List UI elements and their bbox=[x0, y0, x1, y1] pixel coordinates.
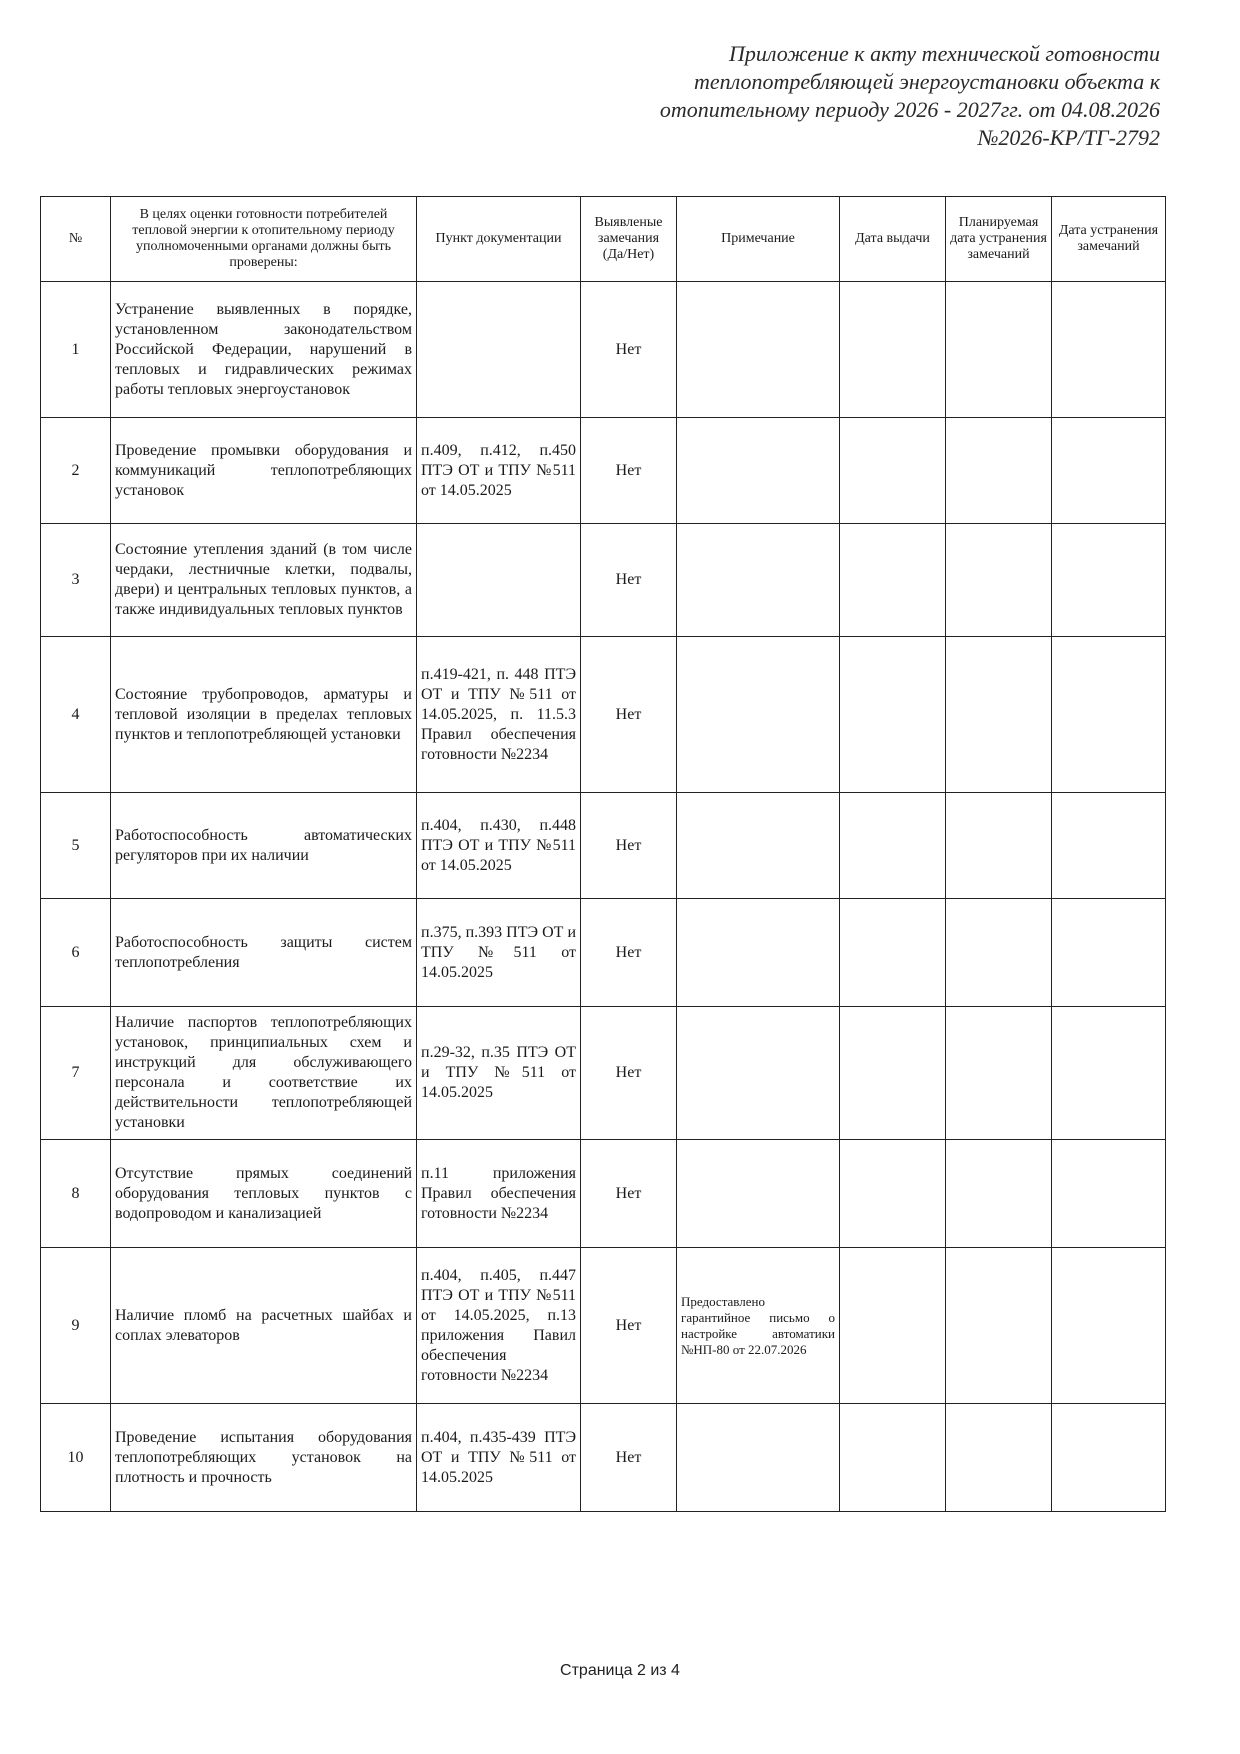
page-number: Страница 2 из 4 bbox=[560, 1662, 680, 1679]
row-requirement: Работоспособность защиты систем теплопотребления bbox=[111, 899, 417, 1007]
table-header-row bbox=[41, 197, 1166, 282]
row-requirement: Состояние трубопроводов, арматуры и тепловой изоляции в пределах тепловых пунктов и теплопотребляющей установки bbox=[111, 637, 417, 793]
table-row bbox=[41, 899, 1166, 1007]
row-number: 10 bbox=[41, 1404, 111, 1512]
row-remarks: Нет bbox=[581, 282, 677, 418]
row-remarks: Нет bbox=[581, 1248, 677, 1404]
row-remarks: Нет bbox=[581, 1007, 677, 1140]
row-planned-date bbox=[946, 899, 1052, 1007]
row-planned-date bbox=[946, 637, 1052, 793]
row-fixed-date bbox=[1052, 1248, 1166, 1404]
row-requirement: Состояние утепления зданий (в том числе чердаки, лестничные клетки, подвалы, двери) и центральных тепловых пунктов, а также индивидуальных тепловых пунктов bbox=[111, 524, 417, 637]
row-planned-date bbox=[946, 282, 1052, 418]
row-doc: п.29-32, п.35 ПТЭ ОТ и ТПУ №511 от 14.05.2025 bbox=[417, 1007, 581, 1140]
row-fixed-date bbox=[1052, 1007, 1166, 1140]
row-fixed-date bbox=[1052, 1140, 1166, 1248]
row-planned-date bbox=[946, 1140, 1052, 1248]
row-planned-date bbox=[946, 1248, 1052, 1404]
row-doc: п.404, п.435-439 ПТЭ ОТ и ТПУ №511 от 14.05.2025 bbox=[417, 1404, 581, 1512]
readiness-checklist-table bbox=[40, 196, 1166, 1512]
column-header-issue-date: Дата выдачи bbox=[840, 197, 946, 282]
row-planned-date bbox=[946, 1007, 1052, 1140]
row-issue-date bbox=[840, 899, 946, 1007]
row-issue-date bbox=[840, 418, 946, 524]
row-note bbox=[677, 1007, 840, 1140]
column-header-fixed-date: Дата устранения замечаний bbox=[1052, 197, 1166, 282]
row-fixed-date bbox=[1052, 282, 1166, 418]
row-note bbox=[677, 637, 840, 793]
column-header-requirement: В целях оценки готовности потребителей тепловой энергии к отопительному периоду уполномоченными органами должны быть проверены: bbox=[111, 197, 417, 282]
row-requirement: Отсутствие прямых соединений оборудования тепловых пунктов с водопроводом и канализацией bbox=[111, 1140, 417, 1248]
row-fixed-date bbox=[1052, 637, 1166, 793]
row-requirement: Устранение выявленных в порядке, установленном законодательством Российской Федерации, нарушений в тепловых и гидравлических режимах работы тепловых энергоустановок bbox=[111, 282, 417, 418]
header-line: №2026-КР/ТГ-2792 bbox=[977, 125, 1160, 150]
document-header bbox=[540, 40, 1160, 152]
row-remarks: Нет bbox=[581, 1404, 677, 1512]
row-issue-date bbox=[840, 1248, 946, 1404]
row-remarks: Нет bbox=[581, 1140, 677, 1248]
row-planned-date bbox=[946, 524, 1052, 637]
row-number: 1 bbox=[41, 282, 111, 418]
table-row bbox=[41, 418, 1166, 524]
row-note bbox=[677, 1140, 840, 1248]
row-planned-date bbox=[946, 1404, 1052, 1512]
row-fixed-date bbox=[1052, 899, 1166, 1007]
row-doc: п.375, п.393 ПТЭ ОТ и ТПУ №511 от 14.05.2025 bbox=[417, 899, 581, 1007]
row-issue-date bbox=[840, 1007, 946, 1140]
column-header-remarks: Выявленые замечания (Да/Нет) bbox=[581, 197, 677, 282]
row-remarks: Нет bbox=[581, 524, 677, 637]
row-doc: п.409, п.412, п.450 ПТЭ ОТ и ТПУ №511 от 14.05.2025 bbox=[417, 418, 581, 524]
table-row bbox=[41, 637, 1166, 793]
row-note bbox=[677, 524, 840, 637]
row-doc: п.404, п.405, п.447 ПТЭ ОТ и ТПУ №511 от 14.05.2025, п.13 приложения Павил обеспечения готовности №2234 bbox=[417, 1248, 581, 1404]
row-doc: п.419-421, п. 448 ПТЭ ОТ и ТПУ №511 от 14.05.2025, п. 11.5.3 Правил обеспечения готовности №2234 bbox=[417, 637, 581, 793]
row-fixed-date bbox=[1052, 524, 1166, 637]
row-fixed-date bbox=[1052, 418, 1166, 524]
row-planned-date bbox=[946, 418, 1052, 524]
row-note: Предоставлено гарантийное письмо о настройке автоматики №НП-80 от 22.07.2026 bbox=[677, 1248, 840, 1404]
row-doc: п.11 приложения Правил обеспечения готовности №2234 bbox=[417, 1140, 581, 1248]
row-remarks: Нет bbox=[581, 418, 677, 524]
row-planned-date bbox=[946, 793, 1052, 899]
row-number: 5 bbox=[41, 793, 111, 899]
row-number: 8 bbox=[41, 1140, 111, 1248]
row-fixed-date bbox=[1052, 1404, 1166, 1512]
row-note bbox=[677, 418, 840, 524]
row-note bbox=[677, 793, 840, 899]
table-row bbox=[41, 1007, 1166, 1140]
row-issue-date bbox=[840, 637, 946, 793]
row-remarks: Нет bbox=[581, 793, 677, 899]
row-number: 2 bbox=[41, 418, 111, 524]
row-note bbox=[677, 282, 840, 418]
row-remarks: Нет bbox=[581, 899, 677, 1007]
row-number: 4 bbox=[41, 637, 111, 793]
row-note bbox=[677, 1404, 840, 1512]
table-row bbox=[41, 793, 1166, 899]
row-issue-date bbox=[840, 1404, 946, 1512]
row-issue-date bbox=[840, 524, 946, 637]
row-doc: п.404, п.430, п.448 ПТЭ ОТ и ТПУ №511 от 14.05.2025 bbox=[417, 793, 581, 899]
row-number: 3 bbox=[41, 524, 111, 637]
row-doc bbox=[417, 282, 581, 418]
column-header-number: № bbox=[41, 197, 111, 282]
column-header-doc: Пункт документации bbox=[417, 197, 581, 282]
row-note bbox=[677, 899, 840, 1007]
column-header-planned-date: Планируемая дата устранения замечаний bbox=[946, 197, 1052, 282]
table-row bbox=[41, 1404, 1166, 1512]
row-issue-date bbox=[840, 282, 946, 418]
row-requirement: Наличие паспортов теплопотребляющих установок, принципиальных схем и инструкций для обслуживающего персонала и соответствие их действительности теплопотребляющей установки bbox=[111, 1007, 417, 1140]
table-row bbox=[41, 1140, 1166, 1248]
row-requirement: Наличие пломб на расчетных шайбах и соплах элеваторов bbox=[111, 1248, 417, 1404]
row-fixed-date bbox=[1052, 793, 1166, 899]
row-doc bbox=[417, 524, 581, 637]
row-requirement: Работоспособность автоматических регуляторов при их наличии bbox=[111, 793, 417, 899]
row-issue-date bbox=[840, 1140, 946, 1248]
column-header-note: Примечание bbox=[677, 197, 840, 282]
row-requirement: Проведение промывки оборудования и коммуникаций теплопотребляющих установок bbox=[111, 418, 417, 524]
row-number: 7 bbox=[41, 1007, 111, 1140]
row-issue-date bbox=[840, 793, 946, 899]
row-remarks: Нет bbox=[581, 637, 677, 793]
header-line: теплопотребляющей энергоустановки объекта к bbox=[694, 69, 1160, 94]
table-row bbox=[41, 282, 1166, 418]
header-line: Приложение к акту технической готовности bbox=[728, 41, 1160, 66]
row-number: 6 bbox=[41, 899, 111, 1007]
header-line: отопительному периоду 2026 - 2027гг. от 04.08.2026 bbox=[659, 97, 1160, 122]
row-requirement: Проведение испытания оборудования теплопотребляющих установок на плотность и прочность bbox=[111, 1404, 417, 1512]
table-row bbox=[41, 1248, 1166, 1404]
row-number: 9 bbox=[41, 1248, 111, 1404]
table-row bbox=[41, 524, 1166, 637]
